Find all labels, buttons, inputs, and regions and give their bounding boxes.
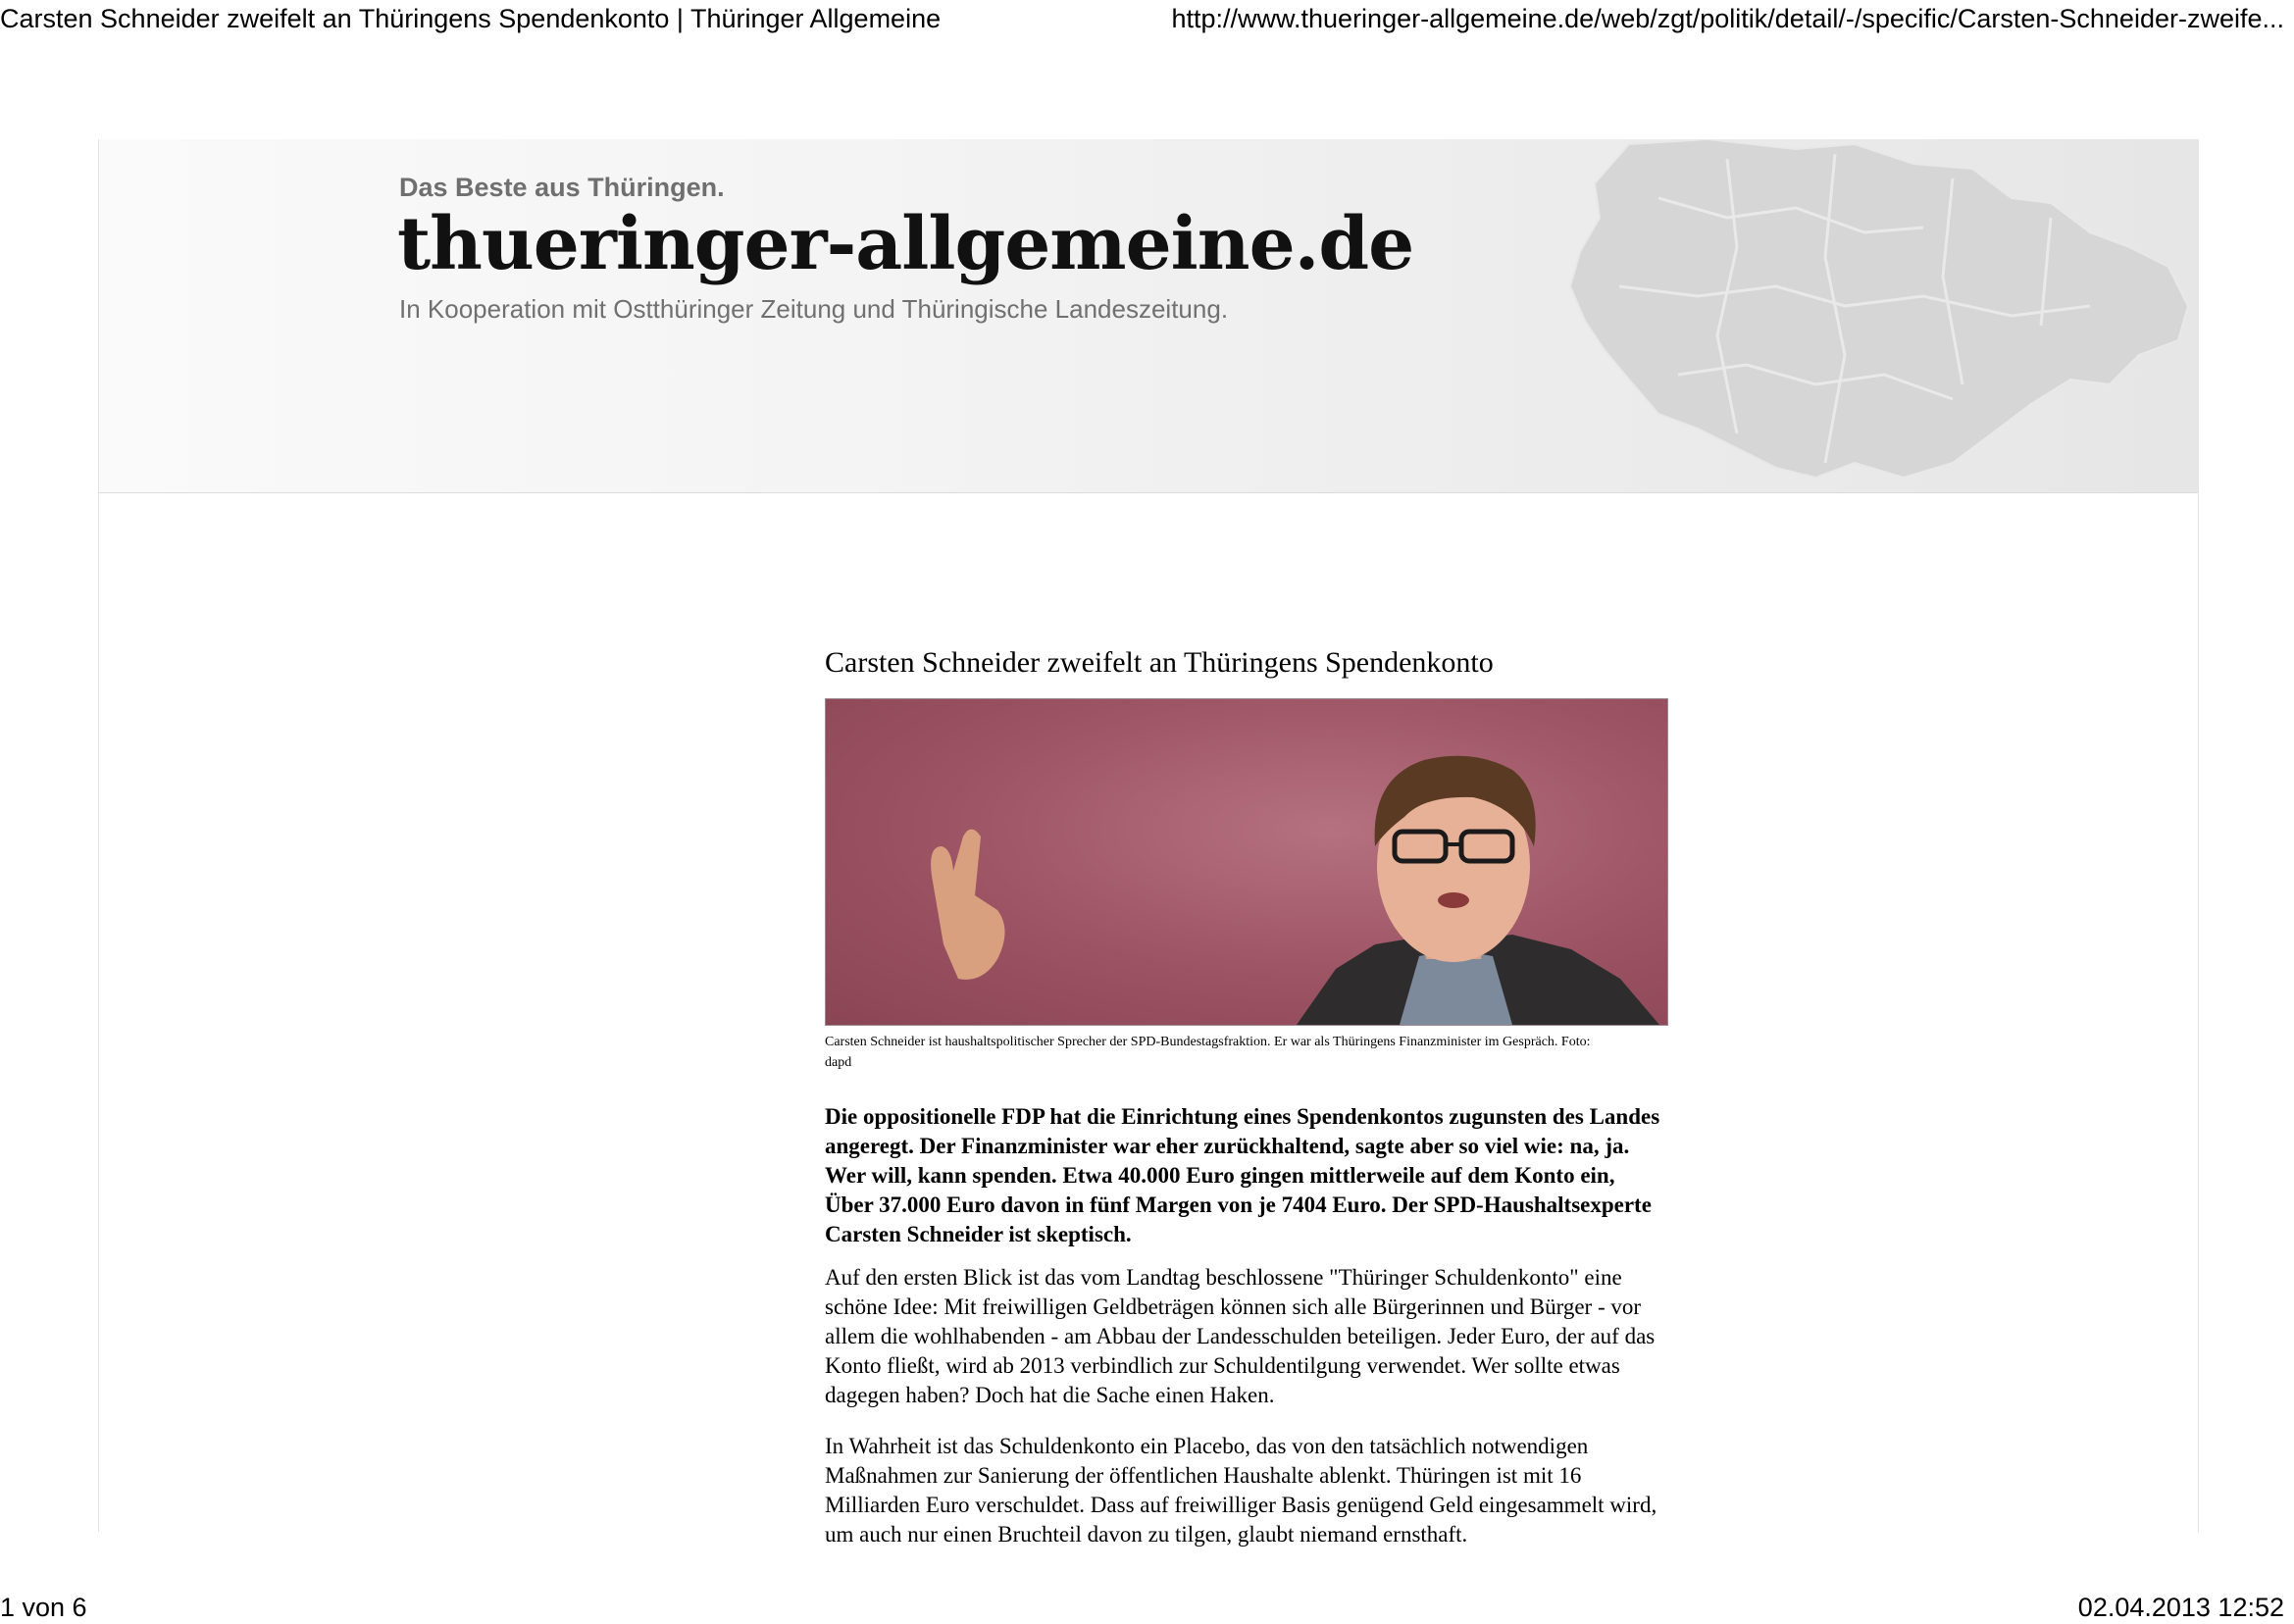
site-logo[interactable]: thueringer-allgemeine.de [397,202,1414,286]
masthead-banner [99,139,2198,493]
thuringia-map-icon [1502,139,2198,492]
page-frame [98,139,2199,1547]
print-page-url: http://www.thueringer-allgemeine.de/web/zgt/politik/detail/-/specific/Carsten-Schneider-zweife... [1171,4,2284,33]
masthead-tagline: Das Beste aus Thüringen. [399,173,725,202]
masthead-cooperation-note: In Kooperation mit Ostthüringer Zeitung und Thüringische Landeszeitung. [399,294,1229,324]
article-paragraph: In Wahrheit ist das Schuldenkonto ein Placebo, das von den tatsächlich notwendigen Maßnahmen zur Sanierung der öffentlichen Haushalte ablenkt. Thüringen ist mit 16 Milliarden Euro verschuldet. Dass auf freiwilliger Basis genügend Geld eingesammelt wird, um auch nur einen Bruchteil davon zu tilgen, glaubt niemand ernsthaft. [825,1434,1657,1547]
politician-photo [826,699,1667,1025]
article-lead: Die oppositionelle FDP hat die Einrichtung eines Spendenkontos zugunsten des Landes angeregt. Der Finanzminister war eher zurückhaltend, sagte aber so viel wie: na, ja. Wer will, kann spenden. Etwa 40.000 Euro gingen mittlerweile auf dem Konto ein, Über 37.000 Euro davon in fünf Margen von je 7404 Euro. Der SPD-Haushaltsexperte Carsten Schneider ist skeptisch. [825,1104,1660,1246]
article-headline: Carsten Schneider zweifelt an Thüringens Spendenkonto [825,646,1494,679]
print-page-number: 1 von 6 [0,1593,87,1622]
article [825,641,1678,1549]
print-page-title: Carsten Schneider zweifelt an Thüringens Spendenkonto | Thüringer Allgemeine [0,4,942,33]
photo-caption: Carsten Schneider ist haushaltspolitischer Sprecher der SPD-Bundestagsfraktion. Er war als Thüringens Finanzminister im Gespräch. Foto: dapd [825,1035,1591,1070]
print-datetime: 02.04.2013 12:52 [2077,1593,2284,1622]
article-photo [825,698,1668,1026]
article-paragraph: Auf den ersten Blick ist das vom Landtag beschlossene "Thüringer Schuldenkonto" eine schöne Idee: Mit freiwilligen Geldbeträgen können sich alle Bürgerinnen und Bürger - vor allem die wohlhabenden - am Abbau der Landesschulden beteiligen. Jeder Euro, der auf das Konto fließt, wird ab 2013 verbindlich zur Schuldentilgung verwendet. Wer sollte etwas dagegen haben? Doch hat die Sache einen Haken. [825,1265,1656,1407]
